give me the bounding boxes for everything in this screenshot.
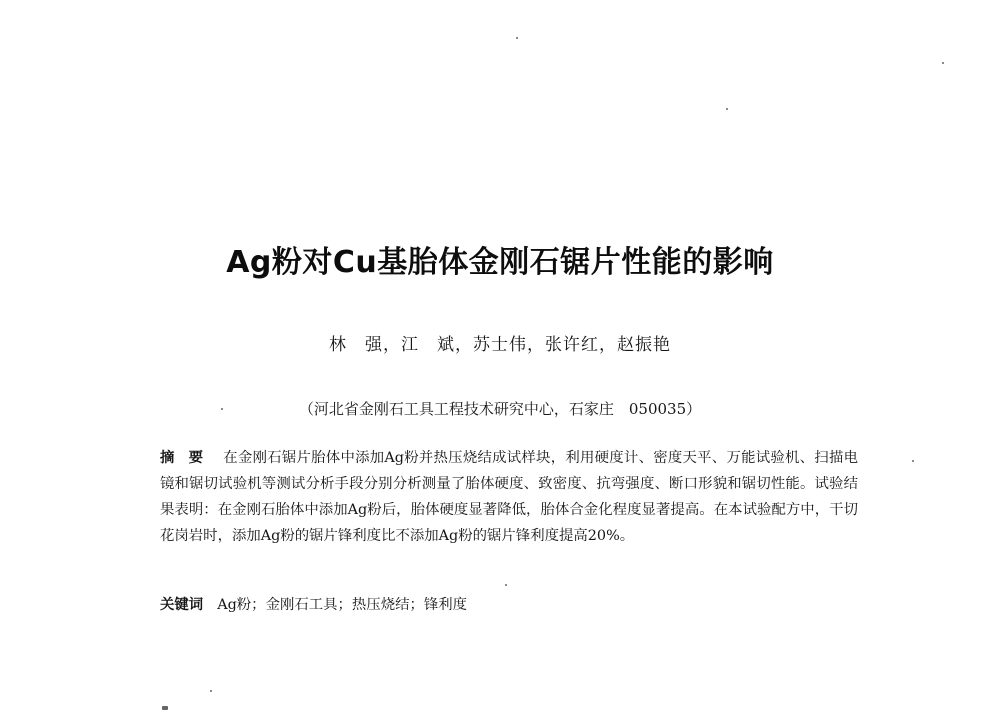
keywords: [160, 593, 858, 617]
abstract: [160, 445, 858, 549]
keywords-label: 关键词: [160, 597, 204, 613]
affiliation: （河北省金刚石工具工程技术研究中心，石家庄 050035）: [298, 400, 702, 418]
author-list: 林 强，江 斌，苏士伟，张许红，赵振艳: [329, 335, 671, 355]
abstract-label: 摘要: [160, 450, 218, 466]
paper-title: Ag粉对Cu基胎体金刚石锯片性能的影响: [226, 245, 774, 280]
scan-speck: [912, 460, 914, 462]
scan-speck: [221, 408, 223, 410]
scan-speck: [726, 108, 728, 110]
scan-speck: [516, 37, 518, 39]
scan-speck: [210, 690, 212, 692]
keywords-text: Ag粉；金刚石工具；热压烧结；锋利度: [217, 597, 468, 613]
scan-speck: [162, 706, 168, 710]
scan-speck: [942, 62, 944, 64]
scan-speck: [505, 584, 507, 586]
abstract-text: 在金刚石锯片胎体中添加Ag粉并热压烧结成试样块，利用硬度计、密度天平、万能试验机、扫描电镜和锯切试验机等测试分析手段分别分析测量了胎体硬度、致密度、抗弯强度、断口形貌和锯切性能。试验结果表明：在金刚石胎体中添加Ag粉后，胎体硬度显著降低，胎体合金化程度显著提高。在本试验配方中，干切花岗岩时，添加Ag粉的锯片锋利度比不添加Ag粉的锯片锋利度提高20%。: [160, 450, 858, 544]
